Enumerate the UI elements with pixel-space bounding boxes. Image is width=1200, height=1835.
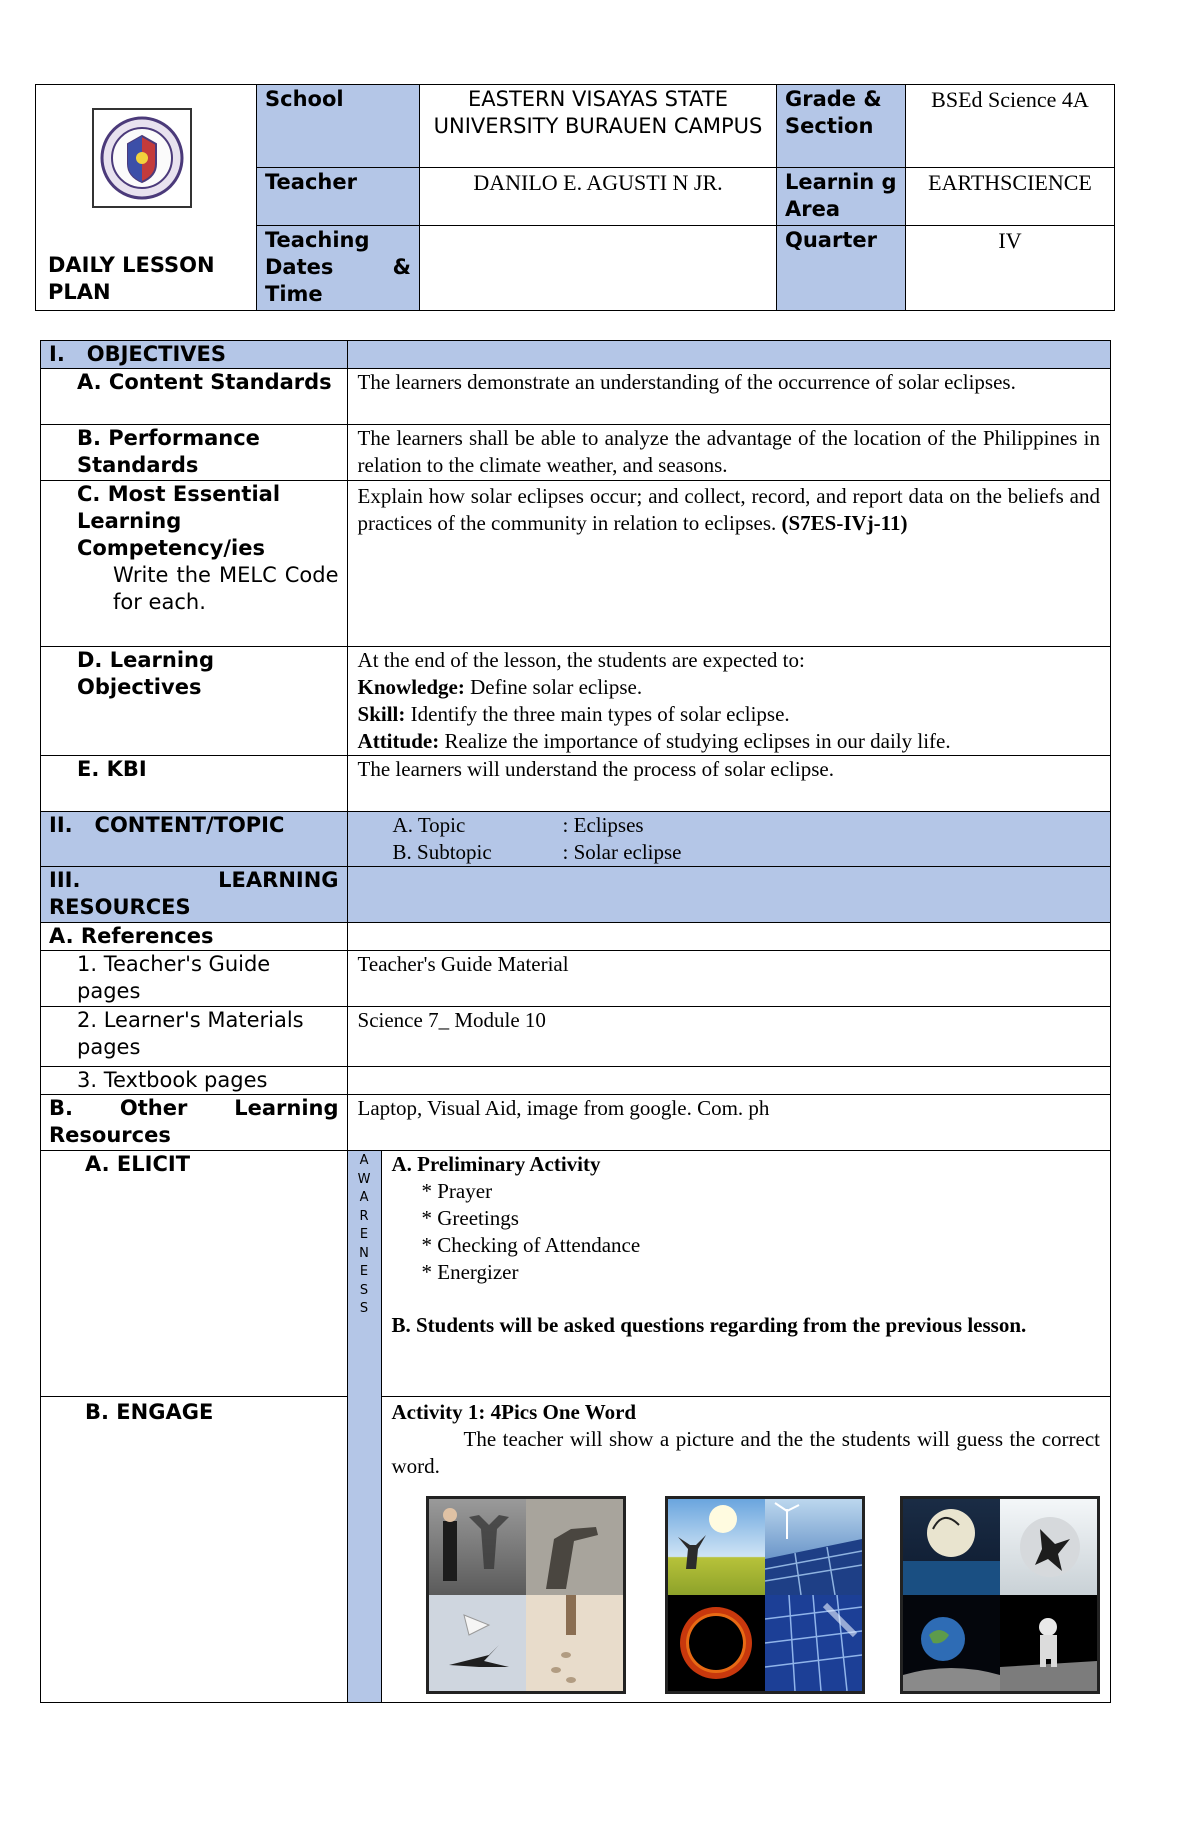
table-row — [41, 951, 1111, 1007]
pic-quad — [429, 1595, 526, 1691]
awareness-letter: A — [359, 1153, 369, 1168]
shadow-wall-icon — [526, 1499, 623, 1595]
list-item: * Energizer — [421, 1260, 519, 1284]
objectives-heading: I. OBJECTIVES — [41, 341, 348, 369]
other-resources-value: Laptop, Visual Aid, image from google. Com. ph — [347, 1095, 1110, 1151]
grade-label: Grade & Section — [777, 85, 906, 168]
awareness-letter: S — [359, 1301, 369, 1316]
table-row — [41, 1397, 1111, 1703]
engage-cell — [381, 1397, 1111, 1703]
awareness-letter: R — [359, 1208, 369, 1224]
dates-label-text: Teaching Dates & Time — [265, 228, 411, 306]
awareness-letter: S — [359, 1282, 369, 1298]
engage-label: B. ENGAGE — [41, 1397, 348, 1703]
footprint-shadow-icon — [526, 1595, 623, 1691]
attitude-text: Realize the importance of studying eclipses in our daily life. — [444, 729, 951, 753]
knowledge-label: Knowledge: — [357, 675, 465, 699]
pic-quad — [526, 1499, 623, 1595]
awareness-letter: A — [359, 1190, 369, 1205]
learning-objectives-cell — [347, 647, 1110, 756]
man-shadow-icon — [429, 1499, 526, 1595]
teachers-guide-value: Teacher's Guide Material — [347, 951, 1110, 1007]
knowledge-text: Define solar eclipse. — [470, 675, 643, 699]
dates-value — [420, 226, 777, 311]
area-value: EARTHSCIENCE — [906, 168, 1115, 226]
kbi-value: The learners will understand the process of solar eclipse. — [347, 756, 1110, 812]
melc-label: C. Most Essential Learning Competency/ies — [77, 482, 281, 560]
pic-quad — [903, 1595, 1000, 1691]
list-item: * Checking of Attendance — [421, 1233, 641, 1257]
pic-quad — [526, 1595, 623, 1691]
pic-quad — [1000, 1595, 1097, 1691]
seal-icon — [98, 114, 186, 202]
solar-cells-icon — [765, 1595, 862, 1691]
quarter-label: Quarter — [777, 226, 906, 311]
table-row — [41, 369, 1111, 425]
topic-line — [393, 812, 1100, 839]
plane-shadow-icon — [429, 1595, 526, 1691]
content-standards-label: A. Content Standards — [41, 369, 348, 425]
table-row — [41, 1151, 1111, 1397]
table-row — [41, 1095, 1111, 1151]
content-standards-value: The learners demonstrate an understanding of the occurrence of solar eclipses. — [347, 369, 1110, 425]
skill-label: Skill: — [357, 702, 406, 726]
plan-title-cell — [36, 85, 257, 311]
performance-standards-label: B. Performance Standards — [41, 425, 348, 481]
picture-shadows — [426, 1496, 626, 1694]
jumper-moon-icon — [1000, 1499, 1097, 1595]
grade-value: BSEd Science 4A — [906, 85, 1115, 168]
objective-knowledge — [358, 674, 1100, 701]
pic-quad — [765, 1499, 862, 1595]
content-cell — [347, 812, 1110, 867]
lesson-plan-table — [40, 340, 1111, 1703]
resources-heading-row — [41, 867, 1111, 923]
objective-skill — [358, 701, 1100, 728]
earth-icon — [903, 1595, 1000, 1691]
table-row — [41, 1067, 1111, 1095]
table-row — [41, 1007, 1111, 1067]
elicit-cell — [381, 1151, 1111, 1397]
header-table — [35, 84, 1115, 311]
learners-materials-label: 2. Learner's Materials pages — [41, 1007, 348, 1067]
textbook-label: 3. Textbook pages — [41, 1067, 348, 1095]
topic-label: A. Topic — [392, 813, 466, 837]
moon-sea-icon — [903, 1499, 1000, 1595]
kbi-label: E. KBI — [41, 756, 348, 812]
learners-materials-value: Science 7_ Module 10 — [347, 1007, 1110, 1067]
objectives-heading-row — [41, 341, 1111, 369]
attitude-label: Attitude: — [357, 729, 440, 753]
table-row — [41, 481, 1111, 647]
elicit-list — [392, 1178, 1101, 1286]
references-label: A. References — [41, 923, 348, 951]
teachers-guide-label: 1. Teacher's Guide pages — [41, 951, 348, 1007]
objective-attitude — [358, 728, 1100, 755]
school-value: EASTERN VISAYAS STATE UNIVERSITY BURAUEN CAMPUS — [420, 85, 777, 168]
textbook-value — [347, 1067, 1110, 1095]
table-row — [41, 647, 1111, 756]
pic-quad — [668, 1499, 765, 1595]
awareness-letter: N — [359, 1245, 369, 1261]
awareness-letter: W — [357, 1171, 371, 1187]
melc-note: Write the MELC Code for each. — [113, 563, 339, 614]
deped-logo — [92, 108, 192, 208]
learning-objectives-label: D. Learning Objectives — [41, 647, 348, 756]
melc-label-cell — [41, 481, 348, 647]
pic-quad — [903, 1499, 1000, 1595]
eclipse-ring-icon — [668, 1595, 765, 1691]
teacher-label: Teacher — [257, 168, 420, 226]
plan-title: DAILY LESSON PLAN — [48, 253, 215, 304]
references-fill — [347, 923, 1110, 951]
area-label: Learnin g Area — [777, 168, 906, 226]
resources-heading: III. LEARNING RESOURCES — [41, 867, 348, 923]
table-row — [41, 425, 1111, 481]
subtopic-label: B. Subtopic — [392, 840, 492, 864]
elicit-title: A. Preliminary Activity — [391, 1152, 601, 1176]
picture-moon — [900, 1496, 1100, 1694]
engage-text: The teacher will show a picture and the the students will guess the correct word. — [391, 1427, 1100, 1478]
topic-value: : Eclipses — [562, 813, 644, 837]
subtopic-value: : Solar eclipse — [562, 840, 682, 864]
performance-standards-value: The learners shall be able to analyze the advantage of the location of the Philippines in relation to the climate weather, and seasons. — [347, 425, 1110, 481]
melc-value: Explain how solar eclipses occur; and collect, record, and report data on the beliefs and practices of the community in relation to eclipses. — [357, 484, 1100, 535]
pic-quad — [429, 1499, 526, 1595]
table-row — [41, 923, 1111, 951]
subtopic-line — [393, 839, 1100, 866]
quarter-value: IV — [906, 226, 1115, 311]
elicit-question: B. Students will be asked questions regarding from the previous lesson. — [391, 1313, 1027, 1337]
content-heading: II. CONTENT/TOPIC — [41, 812, 348, 867]
list-item: * Greetings — [421, 1206, 519, 1230]
content-heading-row — [41, 812, 1111, 867]
elicit-label: A. ELICIT — [41, 1151, 348, 1397]
astronaut-icon — [1000, 1595, 1097, 1691]
teacher-value: DANILO E. AGUSTI N JR. — [420, 168, 777, 226]
pic-quad — [765, 1595, 862, 1691]
table-row — [41, 756, 1111, 812]
resources-heading-fill — [347, 867, 1110, 923]
melc-value-cell — [347, 481, 1110, 647]
list-item: * Prayer — [421, 1179, 493, 1203]
pic-quad — [1000, 1499, 1097, 1595]
awareness-side-cell — [347, 1151, 381, 1703]
school-label: School — [257, 85, 420, 168]
melc-code: (S7ES-IVj-11) — [781, 511, 908, 535]
solar-panel-icon — [765, 1499, 862, 1595]
engage-title: Activity 1: 4Pics One Word — [391, 1400, 637, 1424]
awareness-letter: E — [359, 1227, 369, 1242]
objectives-heading-fill — [347, 341, 1110, 369]
pic-quad — [668, 1595, 765, 1691]
awareness-label — [348, 1151, 381, 1319]
picture-row — [426, 1496, 1101, 1694]
skill-text: Identify the three main types of solar eclipse. — [410, 702, 790, 726]
objectives-intro: At the end of the lesson, the students are expected to: — [357, 648, 805, 672]
other-resources-label: B. Other Learning Resources — [41, 1095, 348, 1151]
awareness-letter: E — [359, 1264, 369, 1279]
picture-solar — [665, 1496, 865, 1694]
sun-person-icon — [668, 1499, 765, 1595]
dates-label — [257, 226, 420, 311]
